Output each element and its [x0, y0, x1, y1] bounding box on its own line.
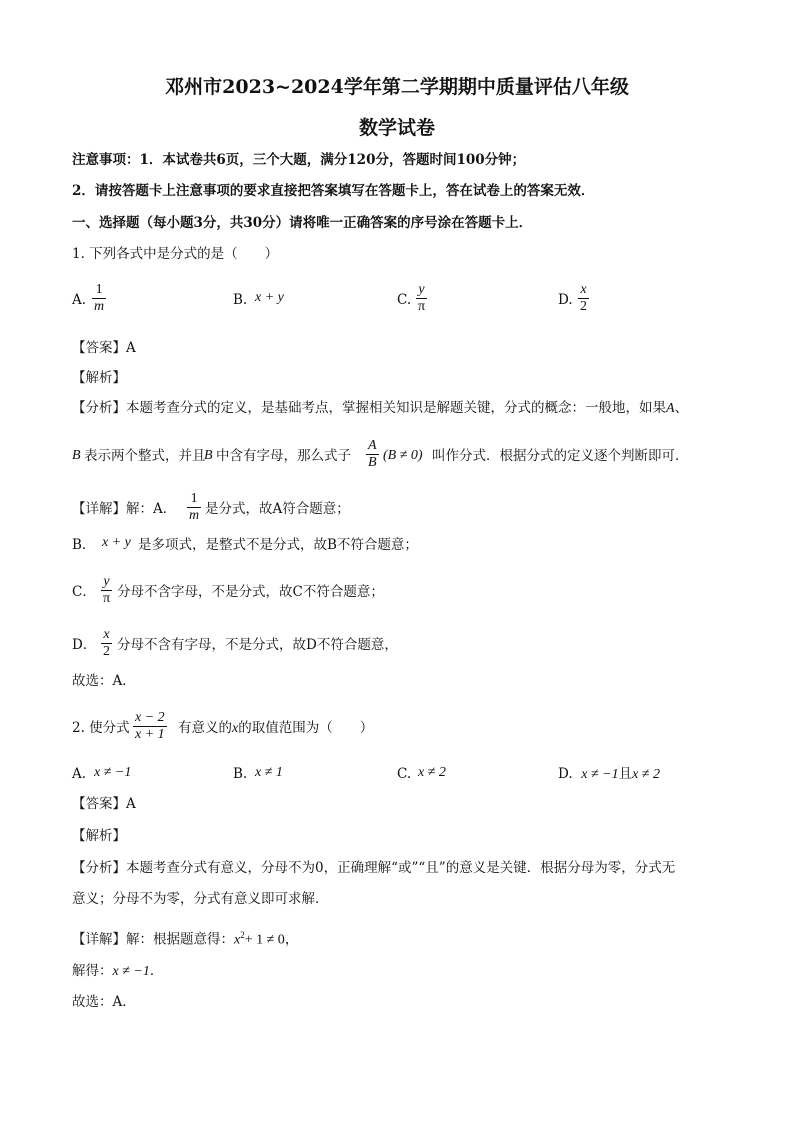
- q1-detail-a-denominator: m: [189, 508, 200, 523]
- q2-detail-expr-base: x: [234, 932, 241, 948]
- question-1-stem: 1. 下列各式中是分式的是（ ）: [72, 246, 279, 262]
- q1-detail-c-numerator: y: [101, 574, 112, 591]
- section-heading: 一、选择题（每小题3分，共30分）请将唯一正确答案的序号涂在答题卡上．: [72, 215, 533, 231]
- q2-stem-fraction: [133, 710, 167, 743]
- q1-analysis-var-b: B: [72, 448, 81, 463]
- q1-option-c-denominator: π: [418, 299, 426, 314]
- q1-detail-b-label: B．: [72, 537, 96, 553]
- q2-choose: 故选：A．: [72, 994, 136, 1010]
- q1-option-a-denominator: m: [94, 299, 105, 314]
- q2-solve-expr: x ≠ −1: [112, 964, 150, 979]
- q2-stem-text: [178, 718, 373, 739]
- q1-analysis-condition: (B ≠ 0): [383, 448, 423, 463]
- q1-detail-label: 【详解】解：A．: [72, 501, 177, 517]
- q1-detail-d-fraction: [101, 627, 112, 660]
- q1-option-a-numerator: 1: [92, 282, 106, 299]
- q2-solve-line: [72, 961, 163, 982]
- q1-answer: 【答案】A: [72, 340, 136, 356]
- q1-analysis-sep: 、: [674, 400, 689, 416]
- q1-analysis-text-2a: 表示两个整式，并且: [84, 448, 206, 464]
- q2-detail-label: 【详解】解：根据题意得：: [72, 931, 234, 948]
- q1-detail-c-denominator: π: [103, 591, 111, 606]
- q1-analysis-fraction: [366, 438, 379, 471]
- q2-analysis-label: 【解析】: [72, 828, 126, 844]
- q1-detail-c-text: 分母不含字母，不是分式，故C不符合题意；: [117, 584, 384, 600]
- exam-subtitle: 数学试卷: [358, 117, 435, 139]
- q2-solve-end: ．: [149, 963, 164, 979]
- q1-option-c-fraction: [416, 282, 427, 315]
- q1-option-b-expr: x + y: [255, 290, 284, 305]
- q2-stem-b: 有意义的: [178, 720, 232, 736]
- exam-title: 邓州市2023~2024学年第二学期期中质量评估八年级: [165, 76, 629, 98]
- q1-detail-a-numerator: 1: [187, 491, 201, 508]
- q2-detail-line: [72, 925, 298, 951]
- q1-analysis-text-2c: 叫作分式．根据分式的定义逐个判断即可．: [432, 448, 689, 464]
- q1-option-b-label: B.: [233, 292, 248, 308]
- q2-option-d-expr-1: x ≠ −1: [581, 767, 619, 782]
- q2-option-d-letter: D.: [558, 766, 573, 782]
- q1-detail-b-expr: x + y: [102, 535, 131, 550]
- q2-option-a-label: A.: [72, 766, 87, 782]
- q1-option-a-fraction: [92, 282, 106, 315]
- q1-detail-a-fraction: [187, 491, 201, 524]
- q2-stem-fraction-den: x + 1: [135, 727, 165, 742]
- q1-analysis-fraction-num: A: [368, 438, 377, 453]
- q1-option-d-numerator: x: [578, 282, 589, 299]
- q2-stem-c: 的取值范围为（ ）: [238, 720, 374, 736]
- q1-option-c-label: C.: [397, 292, 412, 308]
- q1-analysis-var-a: A: [666, 401, 675, 416]
- q1-choose: 故选：A．: [72, 673, 136, 689]
- q2-option-a-expr: x ≠ −1: [94, 765, 132, 780]
- q2-detail-expr-sup: 2: [240, 930, 245, 940]
- q2-detail-end: ，: [284, 931, 299, 948]
- q1-detail-d-text: 分母不含有字母，不是分式，故D不符合题意，: [117, 637, 398, 653]
- q2-stem-var: x: [232, 721, 239, 736]
- q1-option-a-label: A.: [72, 292, 87, 308]
- q1-analysis-label: 【解析】: [72, 370, 126, 386]
- q2-option-c-expr: x ≠ 2: [418, 765, 446, 780]
- q1-analysis-var-b2: B: [204, 448, 213, 463]
- q1-analysis-fraction-den: B: [368, 455, 377, 470]
- q2-stem-a: 2. 使分式: [72, 720, 130, 736]
- q1-detail-d-denominator: 2: [103, 644, 110, 659]
- q1-detail-d-numerator: x: [101, 627, 112, 644]
- q1-detail-c-fraction: [101, 574, 112, 607]
- q1-detail-b-text: 是多项式，是整式不是分式，故B不符合题意；: [138, 537, 418, 553]
- q2-option-c-label: C.: [397, 766, 412, 782]
- q2-option-d-and: 且: [618, 766, 633, 782]
- q1-detail-d-label: D．: [72, 637, 97, 653]
- q2-option-d-label: [558, 764, 660, 785]
- q2-detail-expr-rest: + 1 ≠ 0: [244, 932, 285, 948]
- q2-stem-fraction-num: x − 2: [135, 710, 165, 725]
- q2-solve-label: 解得：: [72, 963, 113, 979]
- q2-option-b-label: B.: [233, 766, 248, 782]
- q2-analysis-line-1: 【分析】本题考查分式有意义，分母不为0，正确理解“或”“且”的意义是关键．根据分母为零，分式无: [72, 860, 676, 876]
- q1-analysis-line-1: [72, 398, 688, 419]
- q1-option-d-fraction: [578, 282, 589, 315]
- q1-option-d-denominator: 2: [580, 299, 587, 314]
- q2-option-b-expr: x ≠ 1: [255, 765, 283, 780]
- q1-detail-c-label: C．: [72, 584, 96, 600]
- q1-analysis-text-2b: 中含有字母，那么式子: [216, 448, 351, 464]
- notice-line-2: 2．请按答题卡上注意事项的要求直接把答案填写在答题卡上，答在试卷上的答案无效．: [72, 183, 595, 199]
- q2-analysis-line-2: 意义；分母不为零，分式有意义即可求解．: [72, 891, 329, 907]
- q2-answer: 【答案】A: [72, 796, 136, 812]
- q1-analysis-text-1: 【分析】本题考查分式的定义，是基础考点，掌握相关知识是解题关键，分式的概念：一般地，如果: [72, 400, 666, 416]
- q1-option-c-numerator: y: [416, 282, 427, 299]
- notice-line-1: 注意事项：1．本试卷共6页，三个大题，满分120分，答题时间100分钟；: [72, 152, 526, 168]
- q1-detail-a-text: 是分式，故A符合题意；: [205, 501, 350, 517]
- q2-option-d-expr-2: x ≠ 2: [632, 767, 660, 782]
- q1-option-d-label: D.: [558, 292, 573, 308]
